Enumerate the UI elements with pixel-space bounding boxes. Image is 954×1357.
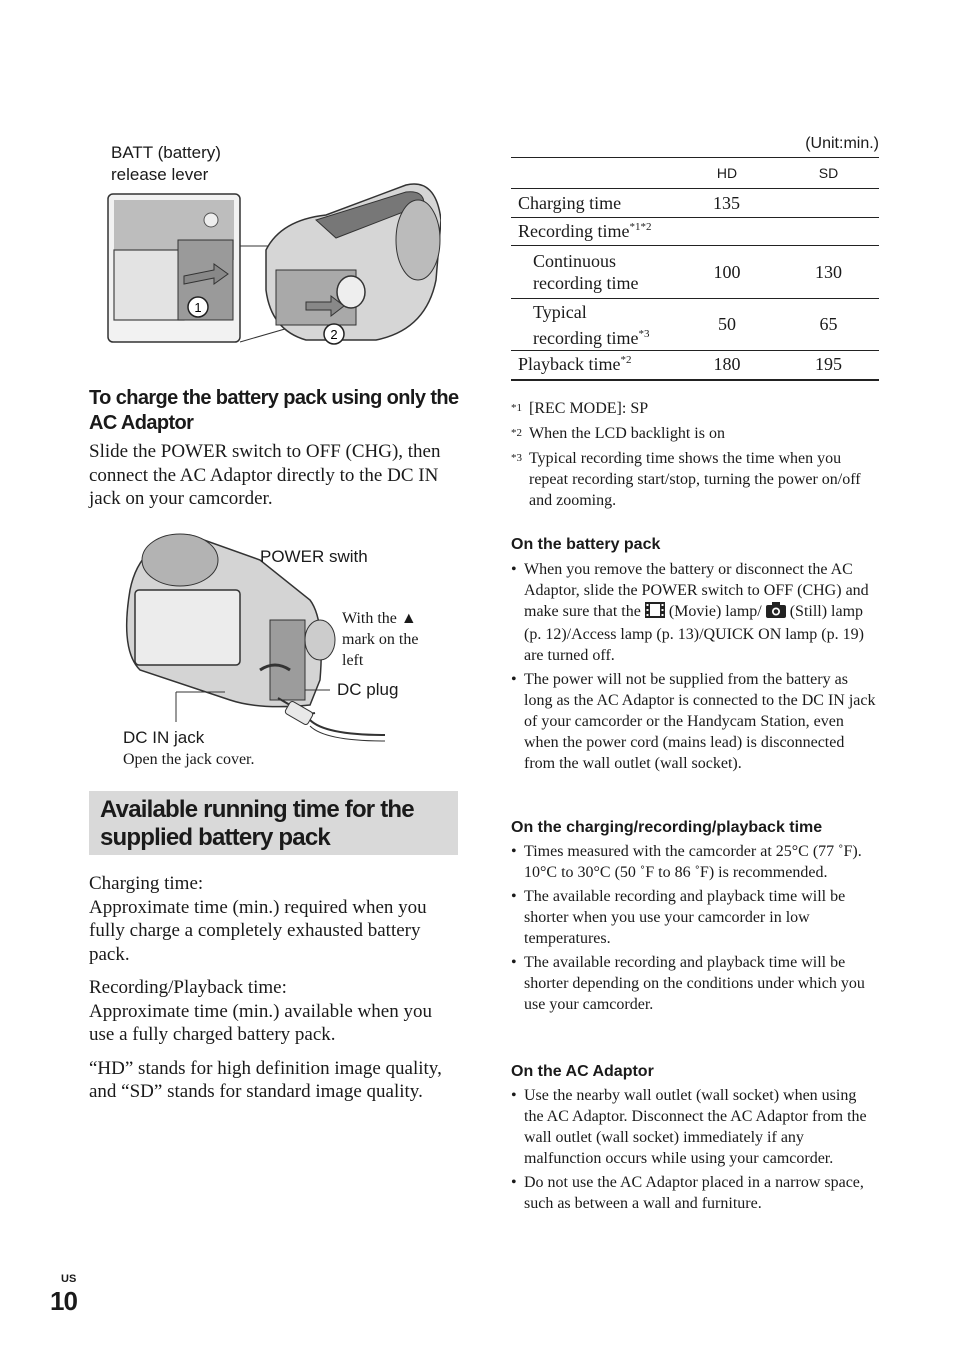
movie-lamp-icon [645,602,665,624]
region-code: US [61,1273,77,1285]
row-label: Charging time [518,192,622,213]
power-switch-label: POWER swith [260,547,368,566]
charging-time-desc: Approximate time (min.) required when you fully charge a completely exhausted battery pack. [89,896,427,965]
row-label: Typical recording time$^{*3}$ [533,301,650,348]
table-row-charging [511,189,879,218]
col-hd: HD [716,165,738,181]
running-time-explanation [89,872,461,1104]
footnote-item: *1 [REC MODE]: SP [511,400,649,417]
battery-removal-drawing [106,180,441,350]
charge-body: Slide the POWER switch to OFF (CHG), then connect the AC Adaptor directly to the DC IN jack on your camcorder. [89,441,441,509]
page-number: 10 [50,1286,77,1316]
notes-ac-adaptor [511,1061,879,1214]
list-item: • The available recording and playback time will be shorter depending on the conditions under which you use your camcorder. [511,952,879,1015]
footnote-item: *2 When the LCD backlight is on [511,425,725,442]
footnote-marks: *3 [638,327,650,340]
batt-release-lever-label: BATT (battery) release lever [111,143,221,184]
charging-time-title: Charging time: [89,873,204,894]
hd-value: 180 [713,354,741,375]
row-label: Playback time$^{*2}$ [518,354,632,375]
recording-time-title: Recording/Playback time: [89,977,287,998]
open-jack-cover-label: Open the jack cover. [123,751,255,768]
battery-removal-illustration [106,180,441,350]
notes-battery-pack [511,534,879,774]
list-item: • The available recording and playback time will be shorter when you use your camcorder in low temperatures. [511,886,879,949]
notes-ac-heading: On the AC Adaptor [511,1063,654,1080]
dc-in-jack-label: DC IN jack [123,728,205,747]
table-row-playback [511,351,879,380]
hd-sd-explanation: “HD” stands for high definition image quality, and “SD” stands for standard image quality. [89,1057,442,1102]
charge-section [89,386,459,511]
running-time-table [511,157,879,381]
sd-value: 65 [819,314,838,334]
callout-1: 1 [194,300,202,315]
footnote-item: *3 Typical recording time shows the time when you repeat recording start/stop, turning the power on/off and zooming. [511,450,861,509]
still-lamp-icon [766,602,786,624]
list-item: • When you remove the battery or disconnect the AC Adaptor, slide the POWER switch to OFF (CHG) and make sure that the (Movie) lamp/ (Still) lamp (p. 12)/Access lamp (p. 13)/QUICK ON lamp (p. 19) are turned off. [511,559,879,666]
table-header-row [511,158,879,189]
row-label: Recording time [518,221,630,241]
charging-value: 135 [713,192,740,213]
notes-battery-heading: On the battery pack [511,536,661,553]
row-label: Continuous recording time [533,251,639,293]
notes-charging-time [511,817,879,1015]
charge-heading: To charge the battery pack using only the AC Adaptor [89,387,459,434]
callout-2: 2 [330,327,338,342]
col-sd: SD [818,165,839,181]
table-row-typical [511,299,879,351]
list-item: • The power will not be supplied from the battery as long as the AC Adaptor is connected to the DC IN jack of your camcorder or the Handycam Station, even when the power cord (mains lead) is disconnected from the wall outlet (wall socket). [511,669,879,774]
list-item: • Use the nearby wall outlet (wall socket) when using the AC Adaptor. Disconnect the AC Adaptor from the wall outlet (wall socket) immediately if any malfunction occurs while using your camcorder. [511,1085,879,1169]
notes-charging-heading: On the charging/recording/playback time [511,819,823,836]
mark-on-left-label: With the ▲ mark on the left [342,610,419,669]
footnote-marks: *2 [620,354,632,367]
section-title: Available running time for the supplied battery pack [100,796,414,851]
sd-value: 195 [815,354,842,375]
table-row-continuous [511,246,879,299]
footnotes [511,398,879,511]
table-row-recording [511,218,879,246]
list-item: • Do not use the AC Adaptor placed in a narrow space, such as between a wall and furniture. [511,1172,879,1214]
unit-label: (Unit:min.) [805,135,879,152]
dc-plug-label: DC plug [337,680,399,699]
list-item: • Times measured with the camcorder at 25°C (77 ˚F). 10°C to 30°C (50 ˚F to 86 ˚F) is recommended. [511,841,879,883]
recording-time-desc: Approximate time (min.) available when you use a fully charged battery pack. [89,1000,432,1045]
hd-value: 100 [713,261,741,282]
sd-value: 130 [815,261,842,282]
hd-value: 50 [718,314,736,334]
section-title-box [89,791,458,855]
footnote-marks: *1*2 [629,221,652,233]
